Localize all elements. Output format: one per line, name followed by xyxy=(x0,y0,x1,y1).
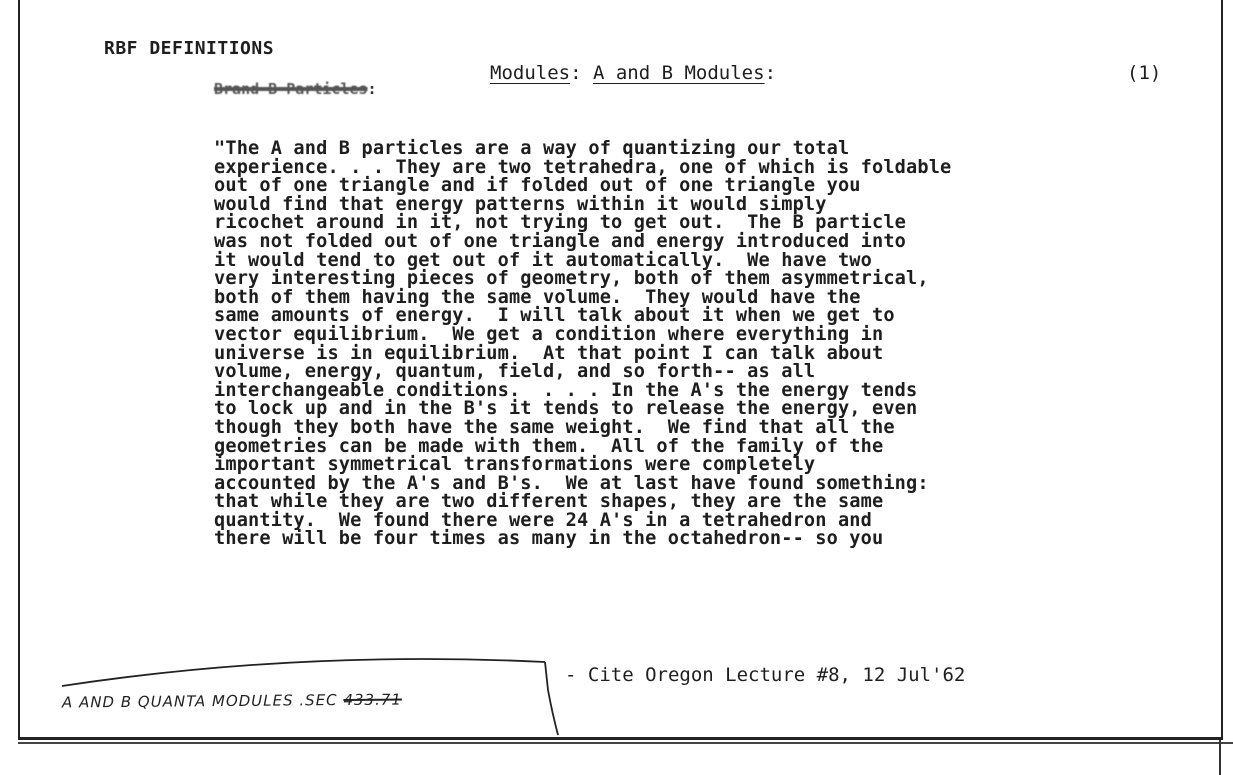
handwritten-note-text: A AND B QUANTA MODULES .SEC xyxy=(61,691,338,712)
quote-line: volume, energy, quantum, field, and so forth-- as all xyxy=(214,361,816,383)
title-suffix: : xyxy=(764,62,777,84)
quote-line: that while they are two different shapes, they are the same xyxy=(214,491,884,513)
quote-line: would find that energy patterns within it would simply xyxy=(214,193,827,215)
quote-line: both of them having the same volume. They would have the xyxy=(214,286,861,308)
struck-heading-colon: : xyxy=(367,80,377,98)
quote-line: to lock up and in the B's it tends to release the energy, even xyxy=(214,398,918,420)
quote-body xyxy=(214,140,1154,549)
handwritten-note xyxy=(62,691,402,712)
quote-line: quantity. We found there were 24 A's in a tetrahedron and xyxy=(214,509,872,531)
quote-line: universe is in equilibrium. At that point I can talk about xyxy=(214,342,884,364)
struck-out-heading xyxy=(214,80,377,98)
quote-line: ricochet around in it, not trying to get out. The B particle xyxy=(214,212,907,234)
title-prefix: Modules xyxy=(490,62,571,84)
page-number: (1) xyxy=(1127,62,1162,84)
quote-line: important symmetrical transformations were completely xyxy=(214,454,816,476)
struck-heading-text: Brand B Particles xyxy=(214,80,368,98)
section-label: RBF DEFINITIONS xyxy=(104,38,275,59)
card-right-edge xyxy=(1219,740,1221,775)
quote-line: accounted by the A's and B's. We at last have found something: xyxy=(214,472,929,494)
title-main: A and B Modules xyxy=(592,62,765,84)
citation: - Cite Oregon Lecture #8, 12 Jul'62 xyxy=(565,664,966,686)
entry-title xyxy=(490,62,776,84)
quote-line: experience. . . They are two tetrahedra, one of which is foldable xyxy=(214,156,952,178)
quote-line: there will be four times as many in the octahedron-- so you xyxy=(214,528,884,550)
title-colon: : xyxy=(570,62,593,84)
quote-line: geometries can be made with them. All of the family of the xyxy=(214,435,884,457)
quote-line: it would tend to get out of it automatically. We have two xyxy=(214,249,872,271)
card-bottom-rule xyxy=(18,742,1233,744)
quote-line: interchangeable conditions. . . . In the A's the energy tends xyxy=(214,379,918,401)
handwritten-note-struck: 433.71 xyxy=(343,690,402,710)
quote-line: though they both have the same weight. We find that all the xyxy=(214,416,895,438)
quote-line: very interesting pieces of geometry, both of them asymmetrical, xyxy=(214,268,929,290)
quote-line: was not folded out of one triangle and energy introduced into xyxy=(214,230,907,252)
quote-line: vector equilibrium. We get a condition where everything in xyxy=(214,323,884,345)
quote-line: out of one triangle and if folded out of one triangle you xyxy=(214,175,861,197)
quote-line: "The A and B particles are a way of quantizing our total xyxy=(214,138,850,159)
quote-line: same amounts of energy. I will talk about it when we get to xyxy=(214,305,895,327)
